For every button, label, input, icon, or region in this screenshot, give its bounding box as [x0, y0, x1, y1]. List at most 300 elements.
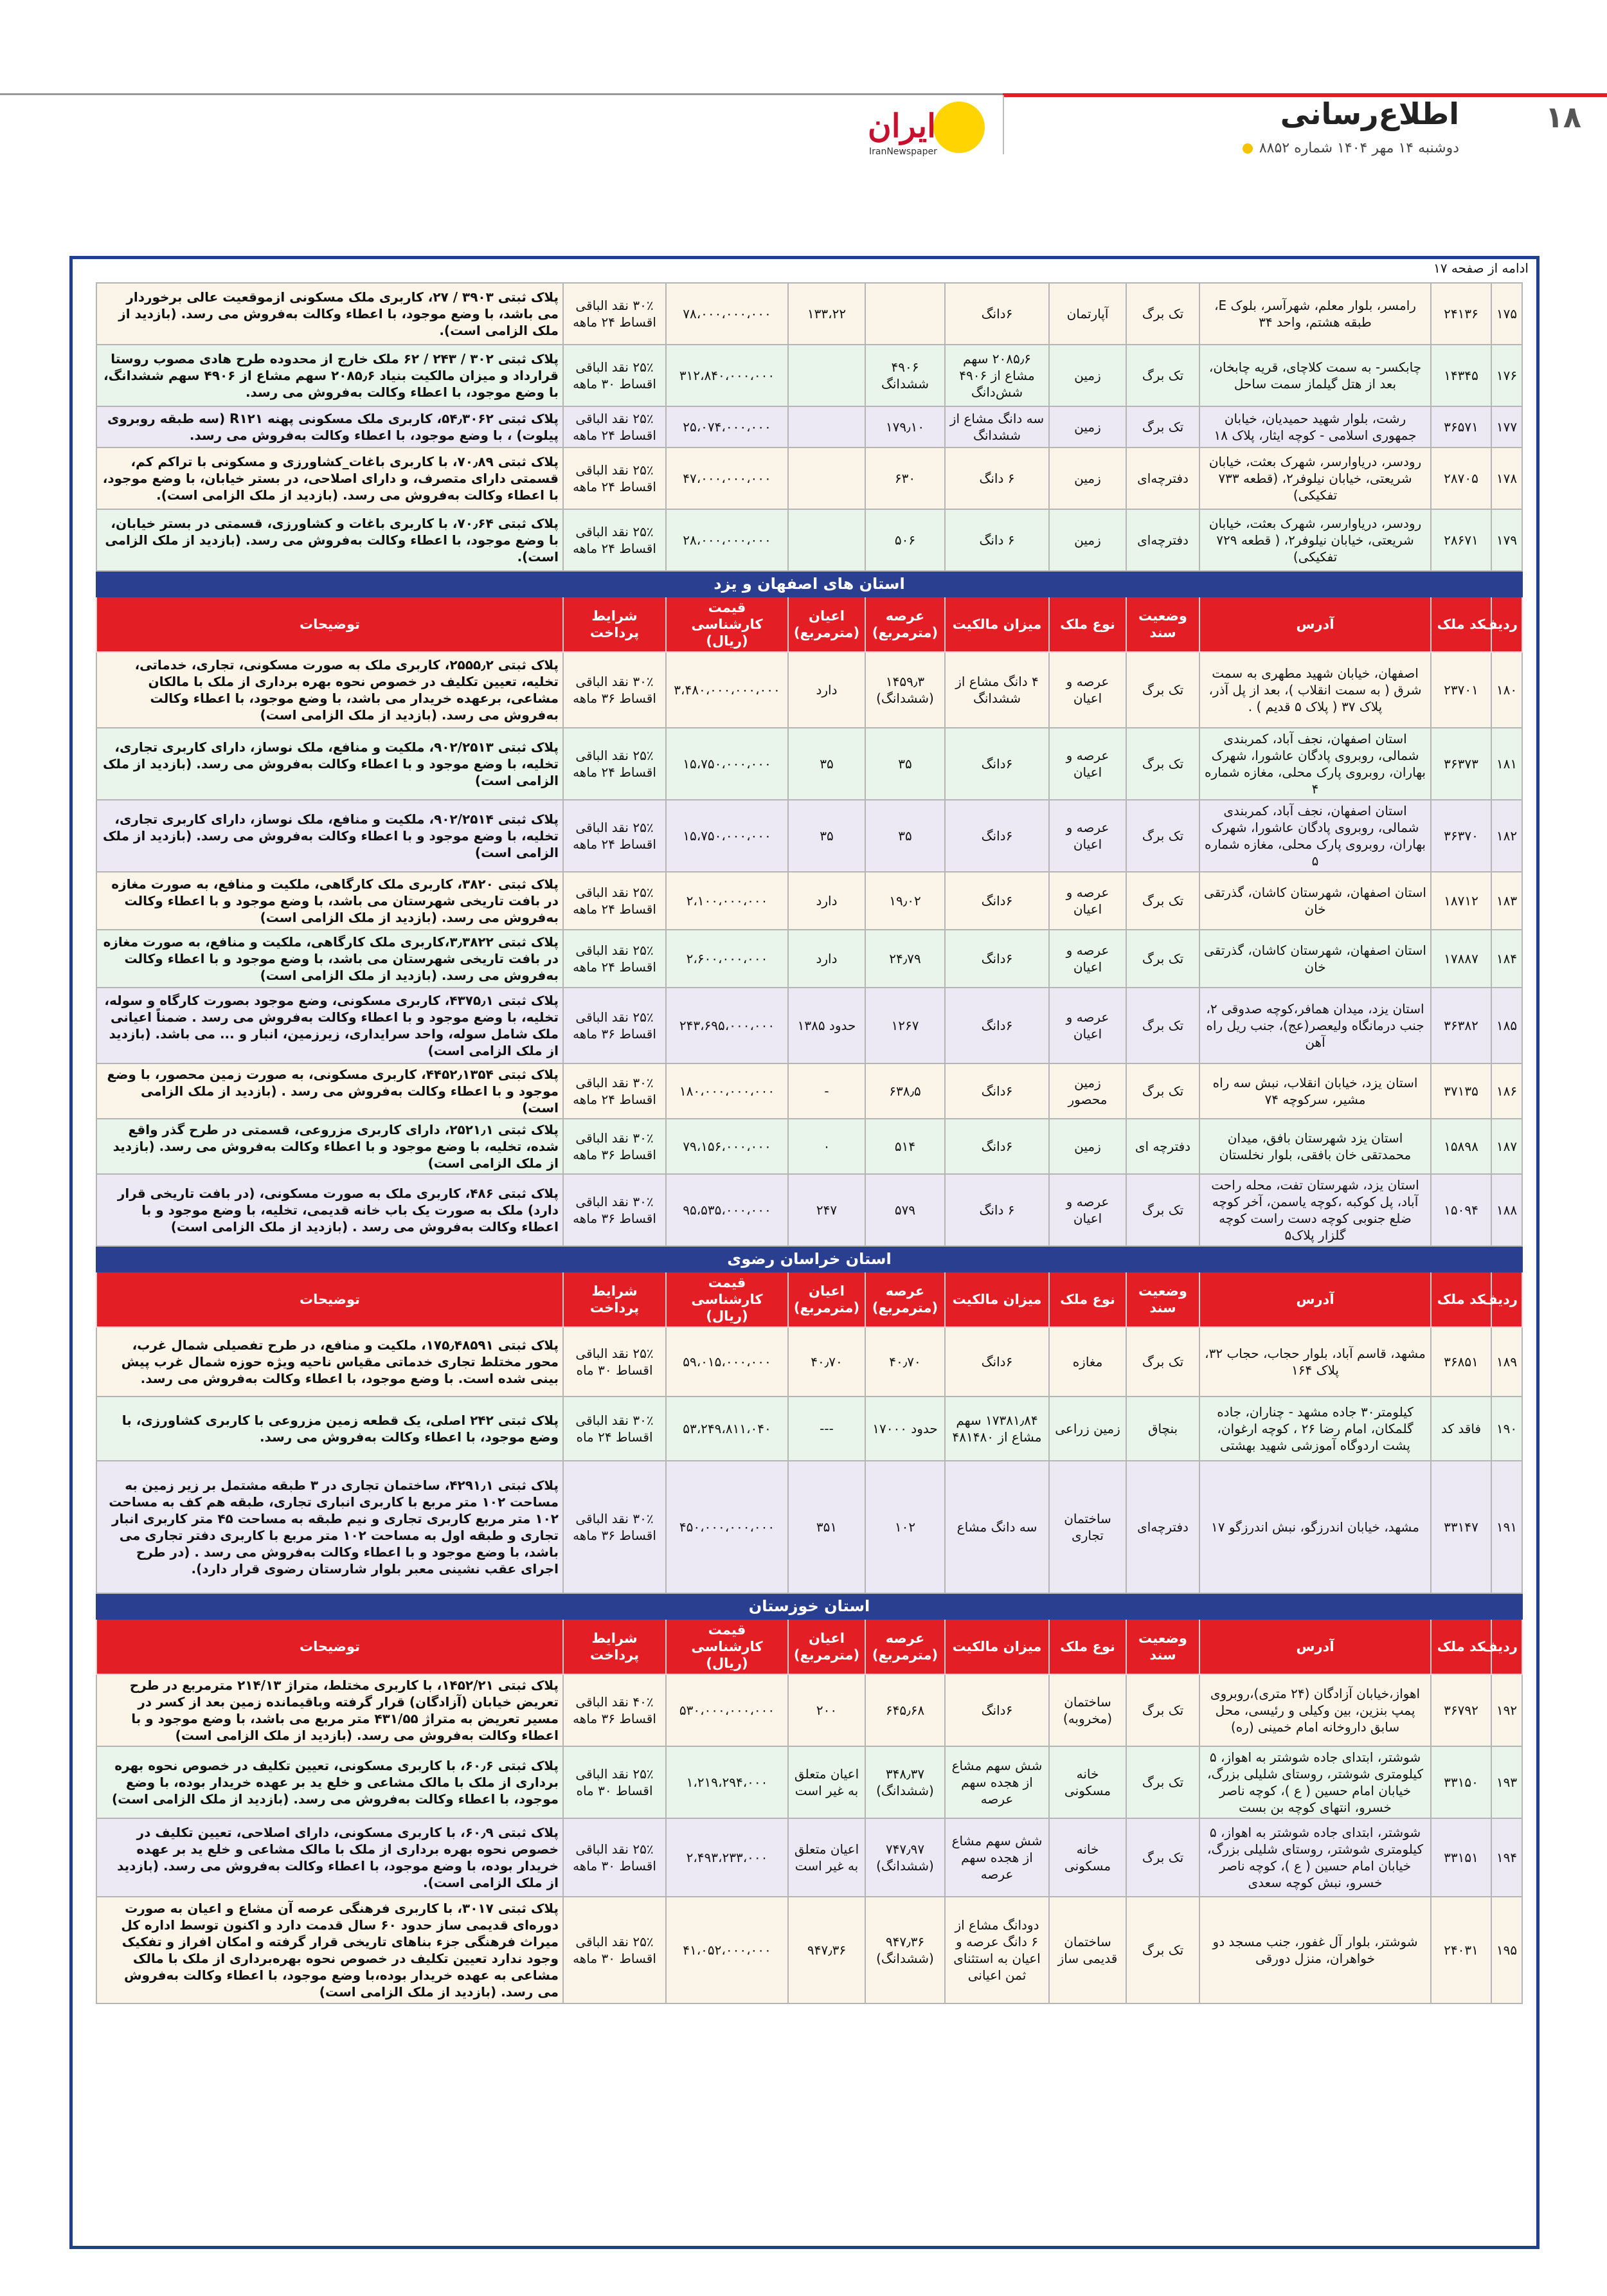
cell-code: ۲۸۶۷۱ — [1431, 509, 1491, 571]
cell-addr: شوشتر، بلوار آل غفور، جنب مسجد دو خواهران، منزل دورقی — [1199, 1897, 1431, 2003]
cell-no: ۱۷۸ — [1491, 447, 1522, 509]
cell-code: ۳۳۱۴۷ — [1431, 1461, 1491, 1593]
cell-doc: تک برگ — [1126, 800, 1199, 872]
table-row — [96, 1818, 1522, 1897]
cell-own: شش سهم مشاع از هجده سهم عرصه — [945, 1746, 1049, 1818]
cell-addr: شوشتر، ابتدای جاده شوشتر به اهواز، ۵ کیلومتری شوشتر، روستای شلیلی بزرگ، خیابان امام حسین ( ع )، کوچه ناصر خسرو، انتهای کوچه بن بست — [1199, 1746, 1431, 1818]
cell-type: عرصه و اعیان — [1049, 728, 1126, 800]
cell-area: ۵۷۹ — [865, 1174, 945, 1246]
property-table-body — [96, 283, 1522, 2003]
province-title: استان خوزستان — [96, 1593, 1522, 1619]
column-header: توضیحات — [96, 1272, 563, 1327]
cell-price: ۵۳،۲۴۹،۸۱۱،۰۴۰ — [666, 1397, 788, 1461]
cell-addr: اهواز،خیابان آزادگان (۲۴ متری)،روبروی پمپ بنزین، بین وکیلی و رئیسی، محل سابق داروخانه امام خمینی (ره) — [1199, 1674, 1431, 1746]
cell-doc: تک برگ — [1126, 1327, 1199, 1397]
cell-no: ۱۹۵ — [1491, 1897, 1522, 2003]
cell-build: ۲۴۷ — [788, 1174, 865, 1246]
cell-pay: ۲۵٪ نقد الباقی اقساط ۲۴ ماهه — [563, 447, 666, 509]
cell-desc: پلاک ثبتی ۳۰۲ / ۲۴۳ / ۶۲ ملک خارج از محدوده طرح هادی مصوب روستا قرارداد و میزان مالکیت بنیاد ۲۰۸۵٫۶ سهم مشاع از ۴۹۰۶ سهم ششدانگ، با وضع موجود، با اعطاء وکالت به‌فروش می رسد. — [96, 345, 563, 406]
column-header: آدرس — [1199, 1272, 1431, 1327]
cell-addr: رودسر، دریاوارسر، شهرک بعثت، خیابان شریعتی، خیابان نیلوفر۲، (قطعه ۷۳۳ تفکیکی) — [1199, 447, 1431, 509]
cell-price: ۴۷،۰۰۰،۰۰۰،۰۰۰ — [666, 447, 788, 509]
column-header: شرایط پرداخت — [563, 597, 666, 652]
cell-desc: پلاک ثبتی ۲۵۲۱٫۱، دارای کاربری مزروعی، قسمتی در طرح گذر واقع شده، تخلیه، با وضع موجود و با اعطاء وکالت به‌فروش می رسد. (بازدید از ملک الزامی است) — [96, 1119, 563, 1174]
cell-desc: پلاک ثبتی ۴۴۵۲٫۱۳۵۴، کاربری مسکونی، به صورت زمین محصور، با وضع موجود و با اعطاء وکالت به‌فروش می رسد . (بازدید از ملک الزامی است) — [96, 1063, 563, 1119]
cell-no: ۱۹۳ — [1491, 1746, 1522, 1818]
cell-type: ساختمان (مخروبه) — [1049, 1674, 1126, 1746]
table-row — [96, 1897, 1522, 2003]
cell-type: عرصه و اعیان — [1049, 652, 1126, 728]
cell-area: ۴۰٫۷۰ — [865, 1327, 945, 1397]
cell-own: ۶دانگ — [945, 988, 1049, 1063]
cell-build: ۳۵ — [788, 800, 865, 872]
cell-own: ۶ دانگ — [945, 509, 1049, 571]
cell-doc: تک برگ — [1126, 1174, 1199, 1246]
cell-own: سه دانگ مشاع از ششدانگ — [945, 406, 1049, 447]
newspaper-logo — [861, 102, 990, 159]
cell-code: ۳۶۳۸۲ — [1431, 988, 1491, 1063]
column-header: آدرس — [1199, 1619, 1431, 1674]
cell-price: ۱۸۰،۰۰۰،۰۰۰،۰۰۰ — [666, 1063, 788, 1119]
cell-build: اعیان متعلق به غیر است — [788, 1818, 865, 1897]
sun-logo-icon — [933, 102, 985, 153]
logo-subtitle: IranNewspaper — [869, 147, 937, 157]
cell-addr: استان اصفهان، نجف آباد، کمربندی شمالی، روبروی پادگان عاشورا، شهرک بهاران، روبروی پارک محلی، مغازه شماره ۵ — [1199, 800, 1431, 872]
column-header: اعیان (مترمربع) — [788, 597, 865, 652]
cell-area — [865, 283, 945, 345]
cell-no: ۱۸۴ — [1491, 930, 1522, 988]
cell-addr: استان اصفهان، نجف آباد، کمربندی شمالی، روبروی پادگان عاشورا، شهرک بهاران، روبروی پارک محلی، مغازه شماره ۴ — [1199, 728, 1431, 800]
column-header: قیمت کارشناسی (ریال) — [666, 1619, 788, 1674]
cell-doc: تک برگ — [1126, 652, 1199, 728]
province-title: استان خراسان رضوی — [96, 1246, 1522, 1272]
table-row — [96, 1746, 1522, 1818]
section-title: اطلاع‌رسانی — [1280, 96, 1459, 131]
cell-doc: تک برگ — [1126, 283, 1199, 345]
cell-build: ۴۰٫۷۰ — [788, 1327, 865, 1397]
cell-build: حدود ۱۳۸۵ — [788, 988, 865, 1063]
cell-type: عرصه و اعیان — [1049, 800, 1126, 872]
cell-desc: پلاک ثبتی ۵۴٫۳۰۶۲، کاربری ملک مسکونی پهنه R۱۲۱ (سه طبقه روبروی پیلوت) ، با وضع موجود، با اعطاء وکالت به‌فروش می رسد. — [96, 406, 563, 447]
cell-build: اعیان متعلق به غیر است — [788, 1746, 865, 1818]
cell-code: ۳۶۷۹۲ — [1431, 1674, 1491, 1746]
column-header: اعیان (مترمربع) — [788, 1619, 865, 1674]
cell-price: ۵۳۰،۰۰۰،۰۰۰،۰۰۰ — [666, 1674, 788, 1746]
cell-build: دارد — [788, 872, 865, 930]
cell-code: ۲۳۷۰۱ — [1431, 652, 1491, 728]
property-table — [96, 282, 1523, 2004]
cell-own: ۶دانگ — [945, 930, 1049, 988]
cell-own: دودانگ مشاع از ۶ دانگ عرصه و اعیان به استثنای ثمن اعیانی — [945, 1897, 1049, 2003]
cell-price: ۲۵،۰۷۴،۰۰۰،۰۰۰ — [666, 406, 788, 447]
cell-no: ۱۸۲ — [1491, 800, 1522, 872]
cell-addr: شوشتر، ابتدای جاده شوشتر به اهواز، ۵ کیلومتری شوشتر، روستای شلیلی بزرگ، خیابان امام حسین ( ع )، کوچه ناصر خسرو، نبش کوچه سعدی — [1199, 1818, 1431, 1897]
cell-doc: تک برگ — [1126, 1674, 1199, 1746]
cell-area: ۱۹٫۰۲ — [865, 872, 945, 930]
cell-price: ۲۴۳،۶۹۵،۰۰۰،۰۰۰ — [666, 988, 788, 1063]
cell-doc: تک برگ — [1126, 1818, 1199, 1897]
column-header: ردیف — [1491, 1272, 1522, 1327]
cell-code: ۲۴۰۳۱ — [1431, 1897, 1491, 2003]
cell-own: ۶دانگ — [945, 728, 1049, 800]
cell-own: سه دانگ مشاع — [945, 1461, 1049, 1593]
column-header: شرایط پرداخت — [563, 1272, 666, 1327]
cell-build — [788, 406, 865, 447]
cell-pay: ۲۵٪ نقد الباقی اقساط ۳۰ ماه — [563, 1746, 666, 1818]
cell-addr: مشهد، خیابان اندرزگو، نبش اندرزگو ۱۷ — [1199, 1461, 1431, 1593]
cell-no: ۱۸۹ — [1491, 1327, 1522, 1397]
cell-pay: ۳۰٪ نقد الباقی اقساط ۲۴ ماه — [563, 1397, 666, 1461]
column-header: عرصه (مترمربع) — [865, 1619, 945, 1674]
cell-price: ۴۵۰،۰۰۰،۰۰۰،۰۰۰ — [666, 1461, 788, 1593]
cell-price: ۷۸،۰۰۰،۰۰۰،۰۰۰ — [666, 283, 788, 345]
cell-no: ۱۹۲ — [1491, 1674, 1522, 1746]
cell-area: ۵۱۴ — [865, 1119, 945, 1174]
cell-no: ۱۸۳ — [1491, 872, 1522, 930]
cell-doc: تک برگ — [1126, 1746, 1199, 1818]
cell-type: عرصه و اعیان — [1049, 988, 1126, 1063]
cell-type: زمین — [1049, 447, 1126, 509]
cell-desc: پلاک ثبتی ۳۹۰۳ / ۲۷، کاربری ملک مسکونی ازموقعیت عالی برخوردار می باشد، با وضع موجود، با اعطاء وکالت به‌فروش می رسد. (بازدید از ملک الزامی است). — [96, 283, 563, 345]
column-header: قیمت کارشناسی (ریال) — [666, 1272, 788, 1327]
cell-type: زمین — [1049, 1119, 1126, 1174]
page-number: ۱۸ — [1545, 100, 1581, 134]
date-line — [1243, 140, 1459, 156]
cell-desc: پلاک ثبتی ۳٫۳۸۲۲،کاربری ملک کارگاهی، ملکیت و منافع، به صورت مغازه در بافت تاریخی شهرستان می باشد، با وضع موجود و با اعطاء وکالت به‌فروش می رسد. (بازدید از ملک الزامی است) — [96, 930, 563, 988]
cell-desc: پلاک ثبتی ۲۴۲ اصلی، یک قطعه زمین مزروعی با کاربری کشاورزی، با وضع موجود، با اعطاء وکالت به‌فروش می رسد. — [96, 1397, 563, 1461]
cell-doc: بنچاق — [1126, 1397, 1199, 1461]
table-row — [96, 930, 1522, 988]
cell-doc: دفترچه‌ای — [1126, 509, 1199, 571]
table-row — [96, 800, 1522, 872]
table-row — [96, 1063, 1522, 1119]
cell-own: ۶دانگ — [945, 872, 1049, 930]
bullet-dot-icon — [1243, 143, 1253, 154]
cell-build: - — [788, 1063, 865, 1119]
cell-addr: استان یزد شهرستان بافق، میدان محمدتقی خان بافقی، بلوار نخلستان — [1199, 1119, 1431, 1174]
cell-area: ۶۳۸٫۵ — [865, 1063, 945, 1119]
cell-code: ۳۶۵۷۱ — [1431, 406, 1491, 447]
cell-pay: ۲۵٪ نقد الباقی اقساط ۲۴ ماهه — [563, 800, 666, 872]
cell-area: ۳۵ — [865, 728, 945, 800]
cell-price: ۹۵،۵۳۵،۰۰۰،۰۰۰ — [666, 1174, 788, 1246]
cell-own: ۲۰۸۵٫۶ سهم مشاع از ۴۹۰۶ شش‌دانگ — [945, 345, 1049, 406]
cell-own: ۶دانگ — [945, 283, 1049, 345]
cell-pay: ۴۰٪ نقد الباقی اقساط ۳۶ ماهه — [563, 1674, 666, 1746]
cell-code: ۲۸۷۰۵ — [1431, 447, 1491, 509]
cell-no: ۱۹۱ — [1491, 1461, 1522, 1593]
cell-addr: مشهد، قاسم آباد، بلوار حجاب، حجاب ۳۲، پلاک ۱۶۴ — [1199, 1327, 1431, 1397]
table-row — [96, 1174, 1522, 1246]
cell-desc: پلاک ثبتی ۴۸۶، کاربری ملک به صورت مسکونی، (در بافت تاریخی قرار دارد) ملک به صورت یک باب خانه قدیمی، تخلیه، با وضع موجود و با اعطاء وکالت به‌فروش می رسد . (بازدید از ملک الزامی است) — [96, 1174, 563, 1246]
cell-no: ۱۹۰ — [1491, 1397, 1522, 1461]
cell-build — [788, 447, 865, 509]
cell-pay: ۳۰٪ نقد الباقی اقساط ۲۴ ماهه — [563, 283, 666, 345]
cell-pay: ۳۰٪ نقد الباقی اقساط ۳۶ ماهه — [563, 652, 666, 728]
cell-own: ۶دانگ — [945, 1674, 1049, 1746]
cell-pay: ۲۵٪ نقد الباقی اقساط ۲۴ ماهه — [563, 509, 666, 571]
cell-code: ۳۶۸۵۱ — [1431, 1327, 1491, 1397]
cell-no: ۱۸۶ — [1491, 1063, 1522, 1119]
table-row — [96, 1461, 1522, 1593]
cell-own: ۶دانگ — [945, 1119, 1049, 1174]
cell-code: ۳۶۳۷۰ — [1431, 800, 1491, 872]
column-header-row — [96, 597, 1522, 652]
province-band — [96, 571, 1522, 597]
column-header: توضیحات — [96, 597, 563, 652]
cell-area: حدود ۱۷۰۰۰ — [865, 1397, 945, 1461]
cell-pay: ۲۵٪ نقد الباقی اقساط ۳۰ ماهه — [563, 1897, 666, 2003]
cell-build: ۳۵ — [788, 728, 865, 800]
cell-price: ۳،۴۸۰،۰۰۰،۰۰۰،۰۰۰ — [666, 652, 788, 728]
cell-type: عرصه و اعیان — [1049, 872, 1126, 930]
cell-pay: ۲۵٪ نقد الباقی اقساط ۳۰ ماهه — [563, 345, 666, 406]
cell-code: ۱۷۸۸۷ — [1431, 930, 1491, 988]
table-row — [96, 1119, 1522, 1174]
cell-code: ۳۳۱۵۰ — [1431, 1746, 1491, 1818]
cell-code: ۲۴۱۳۶ — [1431, 283, 1491, 345]
cell-desc: پلاک ثبتی ۹۰۲/۲۵۱۴، ملکیت و منافع، ملک نوساز، دارای کاربری تجاری، تخلیه، با وضع موجود و با اعطاء وکالت به‌فروش می رسد. (بازدید از ملک الزامی است) — [96, 800, 563, 872]
cell-type: ساختمان تجاری — [1049, 1461, 1126, 1593]
column-header: عرصه (مترمربع) — [865, 597, 945, 652]
cell-own: ۶دانگ — [945, 1063, 1049, 1119]
column-header: ردیف — [1491, 1619, 1522, 1674]
date-text: دوشنبه ۱۴ مهر ۱۴۰۴ شماره ۸۸۵۲ — [1259, 140, 1459, 156]
cell-doc: تک برگ — [1126, 872, 1199, 930]
cell-doc: دفترچه‌ای — [1126, 447, 1199, 509]
cell-doc: تک برگ — [1126, 988, 1199, 1063]
cell-code: ۱۵۸۹۸ — [1431, 1119, 1491, 1174]
cell-price: ۵۹،۰۱۵،۰۰۰،۰۰۰ — [666, 1327, 788, 1397]
cell-addr: رودسر، دریاوارسر، شهرک بعثت، خیابان شریعتی، خیابان نیلوفر۲، ( قطعه ۷۲۹ تفکیکی) — [1199, 509, 1431, 571]
cell-desc: پلاک ثبتی ۲۵۵۵٫۲، کاربری ملک به صورت مسکونی، تجاری، خدماتی، تخلیه، تعیین تکلیف در خصوص نحوه بهره برداری از ملک با مالکان مشاعی، برعهده خریدار می باشد، با وضع موجود، با اعطاء وکالت به‌فروش می رسد. (بازدید از ملک الزامی است) — [96, 652, 563, 728]
cell-area: ۲۴٫۷۹ — [865, 930, 945, 988]
cell-build: ۲۰۰ — [788, 1674, 865, 1746]
cell-pay: ۳۰٪ نقد الباقی اقساط ۳۶ ماهه — [563, 1461, 666, 1593]
cell-desc: پلاک ثبتی ۱۷۵٫۴۸۵۹۱، ملکیت و منافع، در طرح تفصیلی شمال غرب، محور مختلط تجاری خدماتی مقیاس ناحیه ویژه حوزه شمال غرب پیش بینی شده است. با وضع موجود، با اعطاء وکالت به‌فروش می رسد. — [96, 1327, 563, 1397]
cell-build: دارد — [788, 652, 865, 728]
cell-desc: پلاک ثبتی ۶۰٫۹، با کاربری مسکونی، دارای اصلاحی، تعیین تکلیف در خصوص نحوه بهره برداری از ملک با مالک مشاعی و خلع ید بر عهده خریدار بوده، با وضع موجود، با اعطاء وکالت به‌فروش می رسد. (بازدید از ملک الزامی است). — [96, 1818, 563, 1897]
cell-own: ۶دانگ — [945, 800, 1049, 872]
cell-addr: رامسر، بلوار معلم، شهرآسر، بلوک E، طبقه هشتم، واحد ۳۴ — [1199, 283, 1431, 345]
cell-build: دارد — [788, 930, 865, 988]
header-divider — [1003, 95, 1004, 154]
column-header-row — [96, 1272, 1522, 1327]
column-header: میزان مالکیت — [945, 1272, 1049, 1327]
cell-type: آپارتمان — [1049, 283, 1126, 345]
cell-pay: ۲۵٪ نقد الباقی اقساط ۳۰ ماهه — [563, 1818, 666, 1897]
cell-build: --- — [788, 1397, 865, 1461]
column-header: ردیف — [1491, 597, 1522, 652]
cell-pay: ۳۰٪ نقد الباقی اقساط ۲۴ ماهه — [563, 1063, 666, 1119]
cell-no: ۱۷۷ — [1491, 406, 1522, 447]
cell-no: ۱۸۱ — [1491, 728, 1522, 800]
cell-no: ۱۸۵ — [1491, 988, 1522, 1063]
cell-type: مغازه — [1049, 1327, 1126, 1397]
cell-code: ۳۳۱۵۱ — [1431, 1818, 1491, 1897]
cell-area: ۱۷۹٫۱۰ — [865, 406, 945, 447]
cell-desc: پلاک ثبتی ۳۸۲۰، کاربری ملک کارگاهی، ملکیت و منافع، به صورت مغازه در بافت تاریخی شهرستان می باشد، با وضع موجود و با اعطاء وکالت به‌فروش می رسد. (بازدید از ملک الزامی است) — [96, 872, 563, 930]
cell-doc: تک برگ — [1126, 406, 1199, 447]
table-row — [96, 652, 1522, 728]
cell-addr: استان یزد، شهرستان تفت، محله راحت آباد، پل کوکبه ،کوچه یاسمن، آخر کوچه ضلع جنوبی کوچه دست راست کوچه گلزار پلاک۵ — [1199, 1174, 1431, 1246]
cell-build — [788, 509, 865, 571]
cell-desc: پلاک ثبتی ۷۰٫۸۹، با کاربری باغات_کشاورزی و مسکونی با تراکم کم، قسمتی دارای متصرف، و دارای اصلاحی، در بستر خیابان، با وضع موجود، با اعطاء وکالت به‌فروش می رسد. (بازدید از ملک الزامی است). — [96, 447, 563, 509]
cell-addr: استان اصفهان، شهرستان کاشان، گذرتقی خان — [1199, 930, 1431, 988]
cell-type: زمین زراعی — [1049, 1397, 1126, 1461]
cell-price: ۲،۴۹۳،۲۳۳،۰۰۰ — [666, 1818, 788, 1897]
cell-addr: رشت، بلوار شهید حمیدیان، خیابان جمهوری اسلامی - کوچه ایثار، پلاک ۱۸ — [1199, 406, 1431, 447]
cell-price: ۱۵،۷۵۰،۰۰۰،۰۰۰ — [666, 800, 788, 872]
cell-price: ۴۱،۰۵۲،۰۰۰،۰۰۰ — [666, 1897, 788, 2003]
cell-type: ساختمان قدیمی ساز — [1049, 1897, 1126, 2003]
cell-area: ۶۳۰ — [865, 447, 945, 509]
cell-price: ۱۵،۷۵۰،۰۰۰،۰۰۰ — [666, 728, 788, 800]
table-row — [96, 406, 1522, 447]
table-row — [96, 1674, 1522, 1746]
cell-doc: تک برگ — [1126, 1063, 1199, 1119]
cell-addr: استان اصفهان، شهرستان کاشان، گذرتقی خان — [1199, 872, 1431, 930]
cell-type: زمین محصور — [1049, 1063, 1126, 1119]
cell-area: ۳۵ — [865, 800, 945, 872]
column-header: کد ملک — [1431, 1272, 1491, 1327]
cell-no: ۱۹۴ — [1491, 1818, 1522, 1897]
cell-doc: دفترچه‌ای — [1126, 1461, 1199, 1593]
cell-code: فاقد کد — [1431, 1397, 1491, 1461]
cell-own: ۴ دانگ مشاع از ششدانگ — [945, 652, 1049, 728]
table-row — [96, 447, 1522, 509]
column-header: وضعیت سند — [1126, 1619, 1199, 1674]
cell-doc: تک برگ — [1126, 1897, 1199, 2003]
cell-type: عرصه و اعیان — [1049, 1174, 1126, 1246]
cell-area: ۱۴۵۹٫۳ (ششدانگ) — [865, 652, 945, 728]
cell-desc: پلاک ثبتی ۳۰۱۷، با کاربری فرهنگی عرصه آن مشاع و اعیان به صورت دوره‌ای قدیمی ساز حدود ۶۰ سال قدمت دارد و اکنون توسط اداره کل میراث فرهنگی جزء بناهای تاریخی قرار گرفته و امکان افراز و تفکیک وجود ندارد تعیین تکلیف در خصوص نحوه بهره‌برداری از ملک با مالک مشاعی به عهده خریدار بوده،با وضع موجود، با اعطاء وکالت به‌فروش می رسد. (بازدید از ملک الزامی است) — [96, 1897, 563, 2003]
cell-doc: تک برگ — [1126, 930, 1199, 988]
cell-pay: ۲۵٪ نقد الباقی اقساط ۲۴ ماهه — [563, 728, 666, 800]
province-band — [96, 1593, 1522, 1619]
page-header — [0, 0, 1607, 174]
cell-own: ۶ دانگ — [945, 1174, 1049, 1246]
cell-code: ۱۸۷۱۲ — [1431, 872, 1491, 930]
cell-type: عرصه و اعیان — [1049, 930, 1126, 988]
cell-desc: پلاک ثبتی ۶۰٫۶، با کاربری مسکونی، تعیین تکلیف در خصوص نحوه بهره برداری از ملک با مالک مشاعی و خلع ید بر عهده خریدار بوده، با وضع موجود، با اعطاء وکالت به‌فروش می رسد. (بازدید از ملک الزامی است) — [96, 1746, 563, 1818]
cell-type: زمین — [1049, 406, 1126, 447]
cell-price: ۲۸،۰۰۰،۰۰۰،۰۰۰ — [666, 509, 788, 571]
cell-area: ۳۴۸٫۳۷ (ششدانگ) — [865, 1746, 945, 1818]
column-header: نوع ملک — [1049, 1272, 1126, 1327]
cell-addr: کیلومتر۳۰ جاده مشهد - چناران، جاده گلمکان، امام رضا ۲۶ ، کوچه ارغوان، پشت اردوگاه آموزشی شهید بهشتی — [1199, 1397, 1431, 1461]
column-header: شرایط پرداخت — [563, 1619, 666, 1674]
cell-build: ۹۴۷٫۳۶ — [788, 1897, 865, 2003]
table-row — [96, 1397, 1522, 1461]
cell-price: ۲،۶۰۰،۰۰۰،۰۰۰ — [666, 930, 788, 988]
table-row — [96, 728, 1522, 800]
column-header: توضیحات — [96, 1619, 563, 1674]
cell-addr: استان یزد، میدان همافر،کوچه صدوقی ۲، جنب درمانگاه ولیعصر(عج)، جنب ریل راه آهن — [1199, 988, 1431, 1063]
column-header-row — [96, 1619, 1522, 1674]
column-header: عرصه (مترمربع) — [865, 1272, 945, 1327]
cell-doc: دفترچه ای — [1126, 1119, 1199, 1174]
cell-desc: پلاک ثبتی ۹۰۲/۲۵۱۳، ملکیت و منافع، ملک نوساز، دارای کاربری تجاری، تخلیه، با وضع موجود و با اعطاء وکالت به‌فروش می رسد. (بازدید از ملک الزامی است) — [96, 728, 563, 800]
table-row — [96, 283, 1522, 345]
column-header: اعیان (مترمربع) — [788, 1272, 865, 1327]
table-row — [96, 1327, 1522, 1397]
cell-pay: ۲۵٪ نقد الباقی اقساط ۳۶ ماهه — [563, 988, 666, 1063]
cell-area: ۶۴۵٫۶۸ — [865, 1674, 945, 1746]
column-header: کد ملک — [1431, 597, 1491, 652]
cell-code: ۳۶۳۷۳ — [1431, 728, 1491, 800]
cell-price: ۲،۱۰۰،۰۰۰،۰۰۰ — [666, 872, 788, 930]
cell-area: ۵۰۶ — [865, 509, 945, 571]
cell-addr: چابکسر- به سمت کلاچای، قریه چابخان، بعد از هتل گیلماز سمت ساحل — [1199, 345, 1431, 406]
cell-area: ۷۴۷٫۹۷ (ششدانگ) — [865, 1818, 945, 1897]
cell-area: ۴۹۰۶ ششدانگ — [865, 345, 945, 406]
cell-pay: ۲۵٪ نقد الباقی اقساط ۲۴ ماهه — [563, 930, 666, 988]
column-header: آدرس — [1199, 597, 1431, 652]
cell-pay: ۲۵٪ نقد الباقی اقساط ۲۴ ماهه — [563, 872, 666, 930]
cell-addr: اصفهان، خیابان شهید مطهری به سمت شرق ( به سمت انقلاب )، بعد از پل آذر، پلاک ۳۷ ( پلاک ۵ قدیم ) . — [1199, 652, 1431, 728]
cell-pay: ۳۰٪ نقد الباقی اقساط ۳۶ ماهه — [563, 1174, 666, 1246]
table-row — [96, 872, 1522, 930]
column-header: نوع ملک — [1049, 597, 1126, 652]
cell-desc: پلاک ثبتی ۴۲۹۱٫۱، ساختمان تجاری در ۳ طبقه مشتمل بر زیر زمین به مساحت ۱۰۲ متر مربع با کاربری انباری تجاری، طبقه هم کف به مساحت ۱۰۲ متر مربع کاربری تجاری و نیم طبقه به مساحت ۴۵ متر کاربری انبار تجاری و طبقه اول به مساحت ۱۰۲ متر مربع با کاربری دفتر تجاری می باشد، با وضع موجود و با اعطاء وکالت به‌فروش می رسد . (در طرح اجرای عقب نشینی معبر بلوار شارستان رضوی قرار دارد). — [96, 1461, 563, 1593]
table-row — [96, 509, 1522, 571]
cell-no: ۱۸۷ — [1491, 1119, 1522, 1174]
cell-code: ۳۷۱۳۵ — [1431, 1063, 1491, 1119]
cell-build — [788, 345, 865, 406]
cell-own: شش سهم مشاع از هجده سهم عرصه — [945, 1818, 1049, 1897]
province-band — [96, 1246, 1522, 1272]
cell-no: ۱۷۶ — [1491, 345, 1522, 406]
cell-code: ۱۵۰۹۴ — [1431, 1174, 1491, 1246]
cell-area: ۱۲۶۷ — [865, 988, 945, 1063]
cell-type: زمین — [1049, 345, 1126, 406]
table-row — [96, 345, 1522, 406]
cell-no: ۱۸۸ — [1491, 1174, 1522, 1246]
column-header: نوع ملک — [1049, 1619, 1126, 1674]
cell-desc: پلاک ثبتی ۷۰٫۶۴، با کاربری باغات و کشاورزی، قسمتی در بستر خیابان، با وضع موجود، با اعطاء وکالت به‌فروش می رسد. (بازدید از ملک الزامی است). — [96, 509, 563, 571]
cell-own: ۱۷۳۸۱٫۸۴ سهم مشاع از ۴۸۱۴۸۰ — [945, 1397, 1049, 1461]
cell-doc: تک برگ — [1126, 728, 1199, 800]
cell-build: ۰ — [788, 1119, 865, 1174]
cell-price: ۷۹،۱۵۶،۰۰۰،۰۰۰ — [666, 1119, 788, 1174]
cell-build: ۳۵۱ — [788, 1461, 865, 1593]
cell-price: ۳۱۲،۸۴۰،۰۰۰،۰۰۰ — [666, 345, 788, 406]
cell-no: ۱۸۰ — [1491, 652, 1522, 728]
cell-build: ۱۳۳،۲۲ — [788, 283, 865, 345]
logo-wordmark: ایران — [868, 107, 937, 145]
cell-type: خانه مسکونی — [1049, 1818, 1126, 1897]
cell-doc: تک برگ — [1126, 345, 1199, 406]
cell-desc: پلاک ثبتی ۴۳۷۵٫۱، کاربری مسکونی، وضع موجود بصورت کارگاه و سوله، تخلیه، با وضع موجود و با اعطاء وکالت به‌فروش می رسد . ضمناً اعیانی ملک شامل سوله، واحد سرایداری، زیرزمین، انبار و ... می باشد. (بازدید از ملک الزامی است) — [96, 988, 563, 1063]
cell-code: ۱۴۳۴۵ — [1431, 345, 1491, 406]
cell-pay: ۲۵٪ نقد الباقی اقساط ۲۴ ماهه — [563, 406, 666, 447]
continued-note: ادامه از صفحه ۱۷ — [1433, 260, 1529, 276]
table-row — [96, 988, 1522, 1063]
listing-frame — [69, 256, 1540, 2249]
column-header: میزان مالکیت — [945, 597, 1049, 652]
column-header: میزان مالکیت — [945, 1619, 1049, 1674]
cell-no: ۱۷۹ — [1491, 509, 1522, 571]
province-title: استان های اصفهان و یزد — [96, 571, 1522, 597]
cell-area: ۱۰۲ — [865, 1461, 945, 1593]
cell-price: ۱،۲۱۹،۲۹۴،۰۰۰ — [666, 1746, 788, 1818]
column-header: وضعیت سند — [1126, 1272, 1199, 1327]
cell-pay: ۳۰٪ نقد الباقی اقساط ۳۶ ماهه — [563, 1119, 666, 1174]
cell-type: خانه مسکونی — [1049, 1746, 1126, 1818]
column-header: وضعیت سند — [1126, 597, 1199, 652]
cell-area: ۹۴۷٫۳۶ (ششدانگ) — [865, 1897, 945, 2003]
